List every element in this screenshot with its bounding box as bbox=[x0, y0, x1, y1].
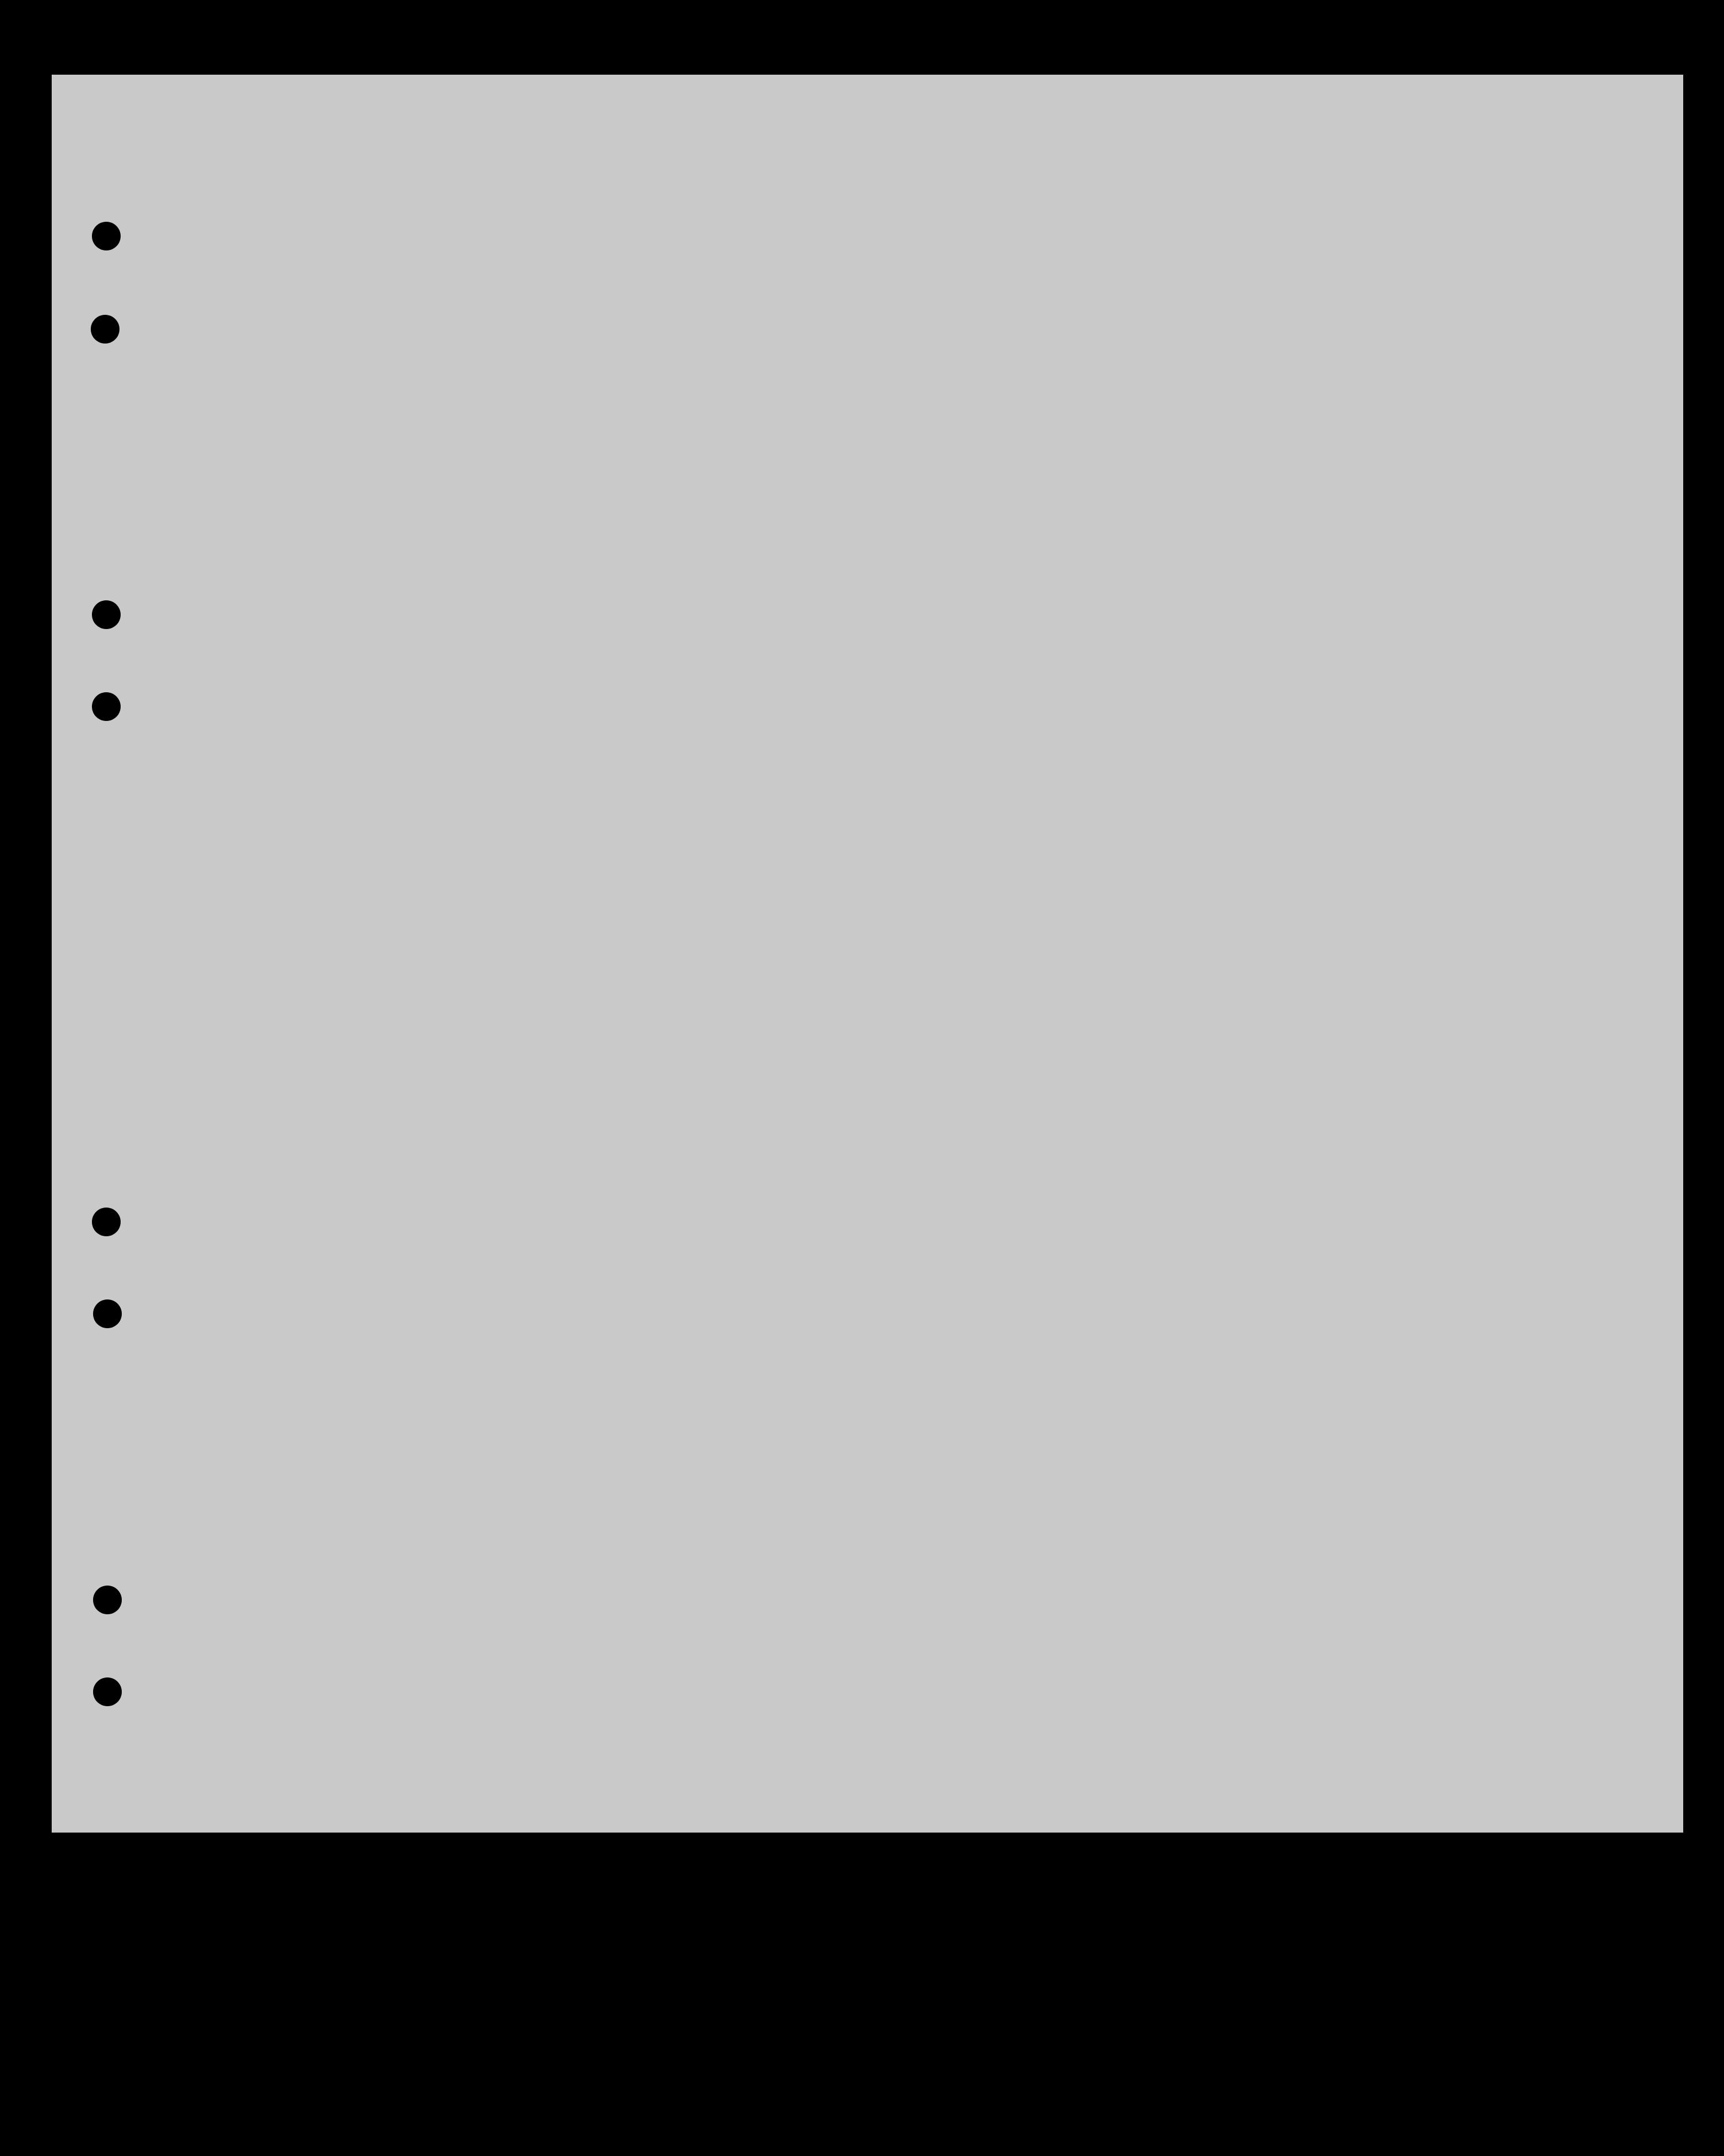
punch-hole bbox=[92, 222, 121, 250]
punch-hole bbox=[93, 1586, 122, 1614]
punch-hole bbox=[91, 315, 119, 344]
punch-hole bbox=[93, 1299, 122, 1328]
punch-hole bbox=[92, 1208, 121, 1236]
punch-hole bbox=[93, 1677, 122, 1706]
punch-hole bbox=[92, 600, 121, 629]
punch-hole bbox=[92, 692, 121, 721]
